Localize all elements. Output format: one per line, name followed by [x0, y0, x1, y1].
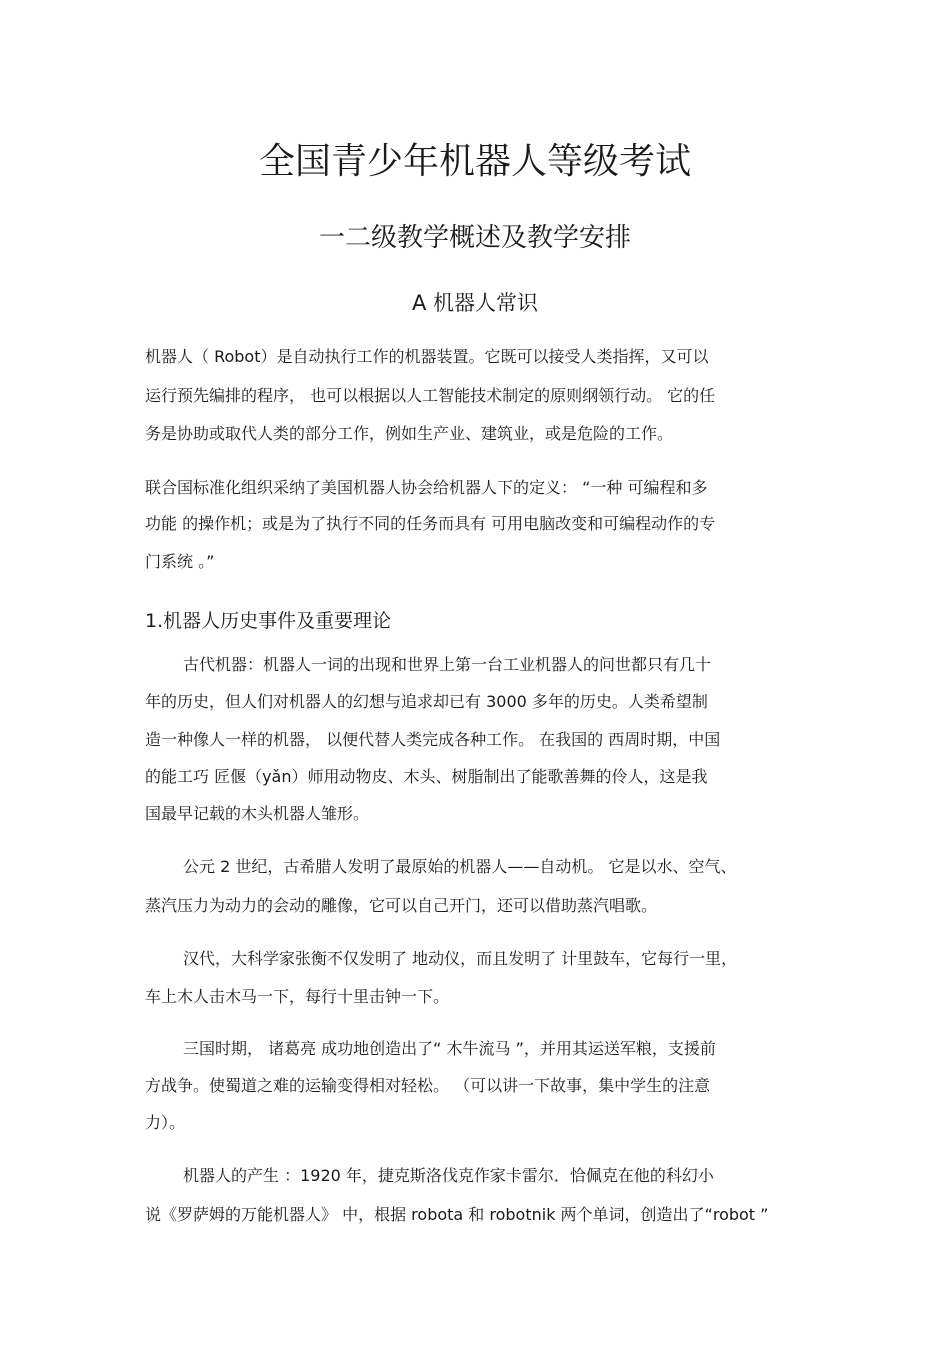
section-heading-a: A 机器人常识: [411, 291, 539, 315]
paragraph-line: 三国时期， 诸葛亮 成功地创造出了“ 木牛流马 ”，并用其运送军粮，支援前: [183, 1039, 716, 1058]
paragraph-line: 机器人（ Robot）是自动执行工作的机器装置。它既可以接受人类指挥，又可以: [145, 347, 709, 366]
paragraph-line: 国最早记载的木头机器人雏形。: [145, 804, 370, 823]
paragraph-line: 运行预先编排的程序， 也可以根据以人工智能技术制定的原则纲领行动。 它的任: [145, 386, 716, 405]
paragraph-line: 机器人的产生 ：1920 年，捷克斯洛伐克作家卡雷尔．恰佩克在他的科幻小: [183, 1166, 714, 1185]
paragraph-line: 蒸汽压力为动力的会动的雕像，它可以自己开门，还可以借助蒸汽唱歌。: [145, 896, 658, 915]
paragraph-line: 年的历史，但人们对机器人的幻想与追求却已有 3000 多年的历史。人类希望制: [145, 692, 708, 711]
paragraph-line: 造一种像人一样的机器， 以便代替人类完成各种工作。 在我国的 西周时期，中国: [145, 730, 721, 749]
paragraph-line: 车上木人击木马一下，每行十里击钟一下。: [145, 987, 450, 1006]
paragraph-line: 公元 2 世纪，古希腊人发明了最原始的机器人——自动机。 它是以水、空气、: [183, 857, 737, 876]
paragraph-line: 务是协助或取代人类的部分工作，例如生产业、建筑业，或是危险的工作。: [145, 424, 674, 443]
paragraph-line: 汉代，大科学家张衡不仅发明了 地动仪，而且发明了 计里鼓车，它每行一里，: [183, 949, 738, 968]
paragraph-line: 功能 的操作机；或是为了执行不同的任务而具有 可用电脑改变和可编程动作的专: [145, 514, 716, 533]
document-subtitle: 一二级教学概述及教学安排: [318, 223, 631, 253]
paragraph-line: 门系统 。”: [145, 552, 215, 571]
paragraph-line: 力）。: [145, 1113, 186, 1132]
paragraph-line: 古代机器：机器人一词的出现和世界上第一台工业机器人的问世都只有几十: [183, 655, 712, 674]
paragraph-line: 方战争。使蜀道之难的运输变得相对轻松。 （可以讲一下故事，集中学生的注意: [145, 1076, 711, 1095]
section-heading-history: 1.机器人历史事件及重要理论: [145, 610, 392, 632]
paragraph-line: 联合国标准化组织采纳了美国机器人协会给机器人下的定义： “一种 可编程和多: [145, 478, 708, 497]
paragraph-line: 说《罗萨姆的万能机器人》 中，根据 robota 和 robotnik 两个单词，创造出了“robot ”: [145, 1205, 769, 1224]
document-title: 全国青少年机器人等级考试: [258, 141, 691, 182]
paragraph-line: 的能工巧 匠偃（yǎn）师用动物皮、木头、树脂制出了能歌善舞的伶人，这是我: [145, 767, 708, 786]
